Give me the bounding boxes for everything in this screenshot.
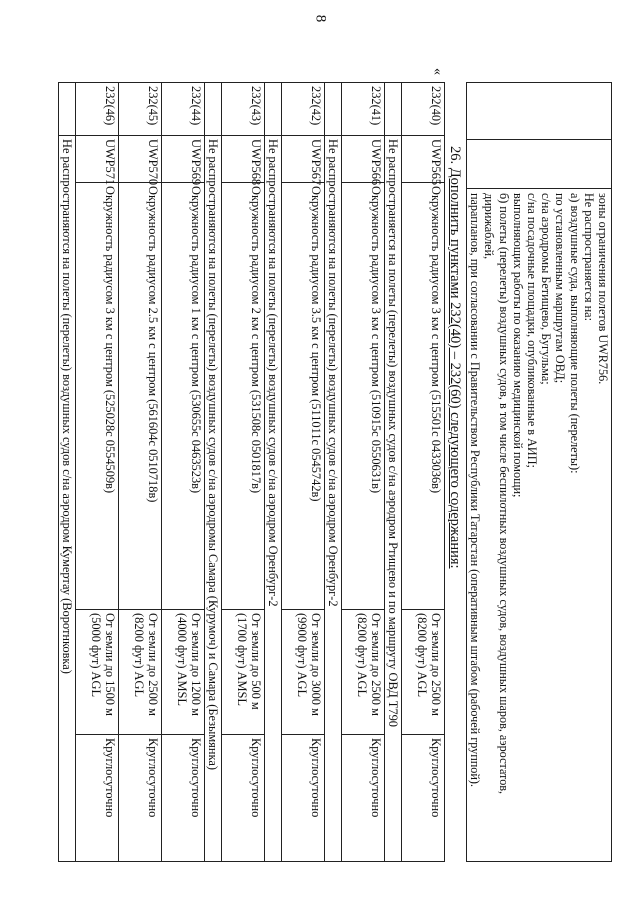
row-number: 232(41) — [341, 83, 384, 136]
operating-time: Круглосуточно — [118, 735, 161, 862]
intro-line: с/на аэродромы Бетищево, Бугульма; — [539, 193, 554, 385]
intro-text-cell — [466, 189, 611, 862]
intro-line: выполняющих работы по оказанию медицинской помощи; — [510, 193, 525, 498]
operating-time: Круглосуточно — [401, 735, 444, 862]
zone-description: Окружность радиусом 3 км с центром (510915с 0550631в) — [341, 183, 384, 610]
zone-code: UWP571 — [75, 136, 118, 183]
empty-cell — [324, 83, 341, 136]
document-body — [58, 68, 612, 862]
operating-time: Круглосуточно — [75, 735, 118, 862]
zone-code: UWP570 — [118, 136, 161, 183]
zone-description: Окружность радиусом 1 км с центром (530655с 0463523в) — [161, 183, 204, 610]
operating-time: Круглосуточно — [281, 735, 324, 862]
section-heading — [446, 146, 464, 862]
table-row — [75, 83, 118, 862]
operating-time: Круглосуточно — [341, 735, 384, 862]
intro-line: по установленным маршрутам ОВД; — [553, 193, 568, 384]
intro-line: парапланов, при согласовании с Правительством Республики Татарстан (оперативным штабом (рабочей группой). — [468, 193, 483, 788]
table-row-note — [58, 83, 75, 862]
operating-time: Круглосуточно — [161, 735, 204, 862]
row-number: 232(42) — [281, 83, 324, 136]
table-row — [401, 83, 444, 862]
row-number: 232(40) — [401, 83, 444, 136]
row-number: 232(46) — [75, 83, 118, 136]
table-row — [341, 83, 384, 862]
intro-line: Не распространяется на: — [581, 193, 596, 321]
zone-description: Окружность радиусом 3 км с центром (515501с 0433036в) — [401, 183, 444, 610]
empty-cell — [466, 140, 611, 189]
exception-note: Не распространяются на полеты (перелеты) воздушных судов с/на аэродром Кумертау (Воротнковка) — [58, 136, 75, 862]
continued-table-cell — [466, 82, 612, 862]
zone-code: UWP568 — [221, 136, 264, 183]
heading-text: Дополнить пунктами 232(40) – 232(60) следующего содержания: — [446, 167, 463, 569]
zone-code: UWP569 — [161, 136, 204, 183]
empty-cell — [58, 83, 75, 136]
empty-cell — [466, 83, 611, 140]
row-number: 232(44) — [161, 83, 204, 136]
table-row-note — [264, 83, 281, 862]
intro-line: а) воздушные суда, выполняющие полеты (перелеты): — [567, 193, 582, 474]
table-row — [118, 83, 161, 862]
zone-code: UWP567 — [281, 136, 324, 183]
airspace-table — [58, 82, 445, 862]
zone-code: UWP566 — [341, 136, 384, 183]
row-number: 232(43) — [221, 83, 264, 136]
intro-line: б) полеты (перелеты) воздушных судов, в том числе беспилотных воздушных судов, воздушных шаров, аэростатов, дирижаблей, — [482, 193, 511, 795]
table-row — [161, 83, 204, 862]
exception-note: Не распространяется на полеты (перелеты) воздушных судов с/на аэродром Ртищево и по маршруту ОВД Т790 — [384, 136, 401, 862]
intro-line: с/на посадочные площадки, опубликованные в АИП; — [524, 193, 539, 468]
altitude-limits: От земли до 500 м (1700 фут) AMSL — [221, 610, 264, 735]
table-row — [281, 83, 324, 862]
altitude-limits: От земли до 1500 м (5000 фут) AGL — [75, 610, 118, 735]
page-number: 8 — [312, 14, 329, 23]
altitude-limits: От земли до 2500 м (8200 фут) AGL — [341, 610, 384, 735]
table-row-note — [204, 83, 221, 862]
altitude-limits: От земли до 2500 м (8200 фут) AGL — [118, 610, 161, 735]
empty-cell — [204, 83, 221, 136]
empty-cell — [384, 83, 401, 136]
exception-note: Не распространяются на полеты (перелеты) воздушных судов с/на аэродромы Самара (Курумоч) и Самара (Безымянка) — [204, 136, 221, 862]
exception-note: Не распространяются на полеты (перелеты) воздушных судов с/на аэродром Оренбург-2 — [324, 136, 341, 862]
table-row-note — [324, 83, 341, 862]
zone-description: Окружность радиусом 2.5 км с центром (561604с 0510718в) — [118, 183, 161, 610]
zone-description: Окружность радиусом 3 км с центром (525028с 0554509в) — [75, 183, 118, 610]
empty-cell — [264, 83, 281, 136]
altitude-limits: От земли до 1200 м (4000 фут) AMSL — [161, 610, 204, 735]
opening-quote-mark: « — [429, 68, 445, 75]
heading-prefix: 26. — [446, 146, 463, 168]
exception-note: Не распространяются на полеты (перелеты) воздушных судов с/на аэродром Оренбург-2 — [264, 136, 281, 862]
intro-line: зоны ограничения полетов UWR756. — [596, 193, 610, 385]
row-number: 232(45) — [118, 83, 161, 136]
altitude-limits: От земли до 3000 м (9900 фут) AGL — [281, 610, 324, 735]
zone-description: Окружность радиусом 3.5 км с центром (511011с 0545742в) — [281, 183, 324, 610]
altitude-limits: От земли до 2500 м (8200 фут) AGL — [401, 610, 444, 735]
operating-time: Круглосуточно — [221, 735, 264, 862]
table-row-note — [384, 83, 401, 862]
table-row — [221, 83, 264, 862]
zone-code: UWP565 — [401, 136, 444, 183]
zone-description: Окружность радиусом 2 км с центром (531508с 0501817в) — [221, 183, 264, 610]
